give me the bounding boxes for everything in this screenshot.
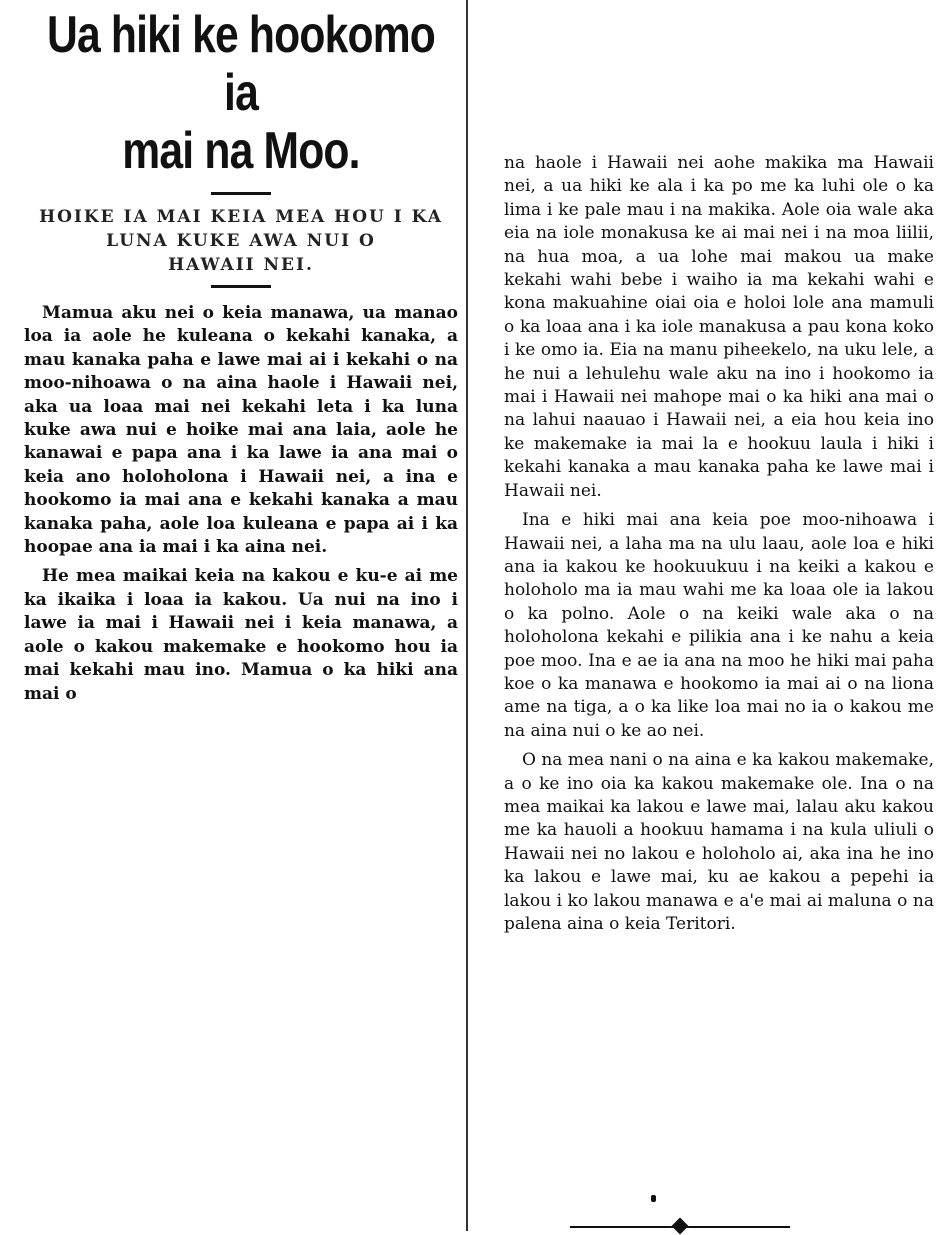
column-divider (466, 0, 468, 1231)
body-paragraph: Mamua aku nei o keia manawa, ua manao loa ia aole he kuleana o kekahi kanaka, a mau kanaka paha e lawe mai ai i kekahi o na moo-nihoawa o na aina haole i Hawaii nei, aka ua loaa mai nei kekahi leta i ka luna kuke awa nui e hoike mai ana laia, aole he kanawai e papa ana i ka lawe ia ana mai o keia ano holoholona i Hawaii nei, a ina e hookomo ia mai ana e kekahi kanaka a mau kanaka paha, aole loa kuleana e papa ai i ka hoopae ana ia mai i ka aina nei. (24, 303, 458, 558)
body-paragraph: na haole i Hawaii nei aohe makika ma Hawaii nei, a ua hiki ke ala i ka po me ka luhi ole o ka lima i ke pale mau i na makika. Aole oia wale aka eia na iole monakusa ke ai mai nei i na moa liilii, na hua moa, a ua lohe mai makou ua make kekahi wahi bebe i waiho ia ma kekahi wahi e kona makuahine oiai oia e holoi lole ana mamuli o ka loaa ana i ka iole manakusa a pau kona koko i ke omo ia. Eia na manu piheekelo, na uku lele, a he nui a lehulehu wale aku na ino i hookomo ia mai i Hawaii nei mahope mai o ka hiki ana mai o na lahui naauao i Hawaii nei, a eia hou keia ino ke makemake ia mai la e hookuu laula i hiki i kekahi kanaka a mau kanaka paha ke lawe mai i Hawaii nei. (504, 153, 934, 501)
body-paragraph: Ina e hiki mai ana keia poe moo-nihoawa i Hawaii nei, a laha ma na ulu laau, aole loa e hiki ana ia kakou ke hookuukuu i na keiki a kakou e holoholo ma ia mau wahi me ka loaa ole ia lakou o ka polno. Aole o na keiki wale aka o na holoholona kekahi e pilikia ana i ke nahu a keia poe moo. Ina e ae ia ana na moo he hiki mai paha koe o ka manawa e hookomo ia mai ai o na liona ame na tiga, a o ka like loa mai no ia o kakou me na aina nui o ke ao nei. (504, 510, 934, 741)
body-paragraph: O na mea nani o na aina e ka kakou makemake, a o ke ino oia ka kakou makemake ole. Ina o na mea maikai ka lakou e lawe mai, lalau aku kakou me ka hauoli a hookuu hamama i na kula uliuli o Hawaii nei no lakou e holoholo ai, aka ina he ino ka lakou e lawe mai, ku ae kakou a pepehi ia lakou i ko lakou manawa e a'e mai ai maluna o na palena aina o keia Teritori. (504, 750, 934, 934)
ornament-rule (570, 1222, 790, 1231)
subheadline-line-2: LUNA KUKE AWA NUI O (106, 231, 376, 251)
end-mark (651, 1195, 656, 1202)
divider-rule (211, 285, 271, 288)
divider-rule (211, 192, 271, 195)
headline-line-2: mai na Moo. (122, 122, 360, 180)
subheadline-line-3: HAWAII NEI. (168, 255, 314, 275)
subheadline (24, 205, 458, 277)
body-paragraph: He mea maikai keia na kakou e ku-e ai me ka ikaika i loaa ia kakou. Ua nui na ino i lawe ia mai i Hawaii nei i keia manawa, a aole o kakou makemake e hookomo hou ia mai kekahi mau ino. Mamua o ka hiki ana mai o (24, 566, 458, 704)
right-column (472, 0, 940, 1231)
headline-line-1: Ua hiki ke hookomo ia (46, 6, 436, 122)
headline (38, 6, 443, 180)
left-column (0, 0, 466, 720)
subheadline-line-1: HOIKE IA MAI KEIA MEA HOU I KA (39, 207, 443, 227)
